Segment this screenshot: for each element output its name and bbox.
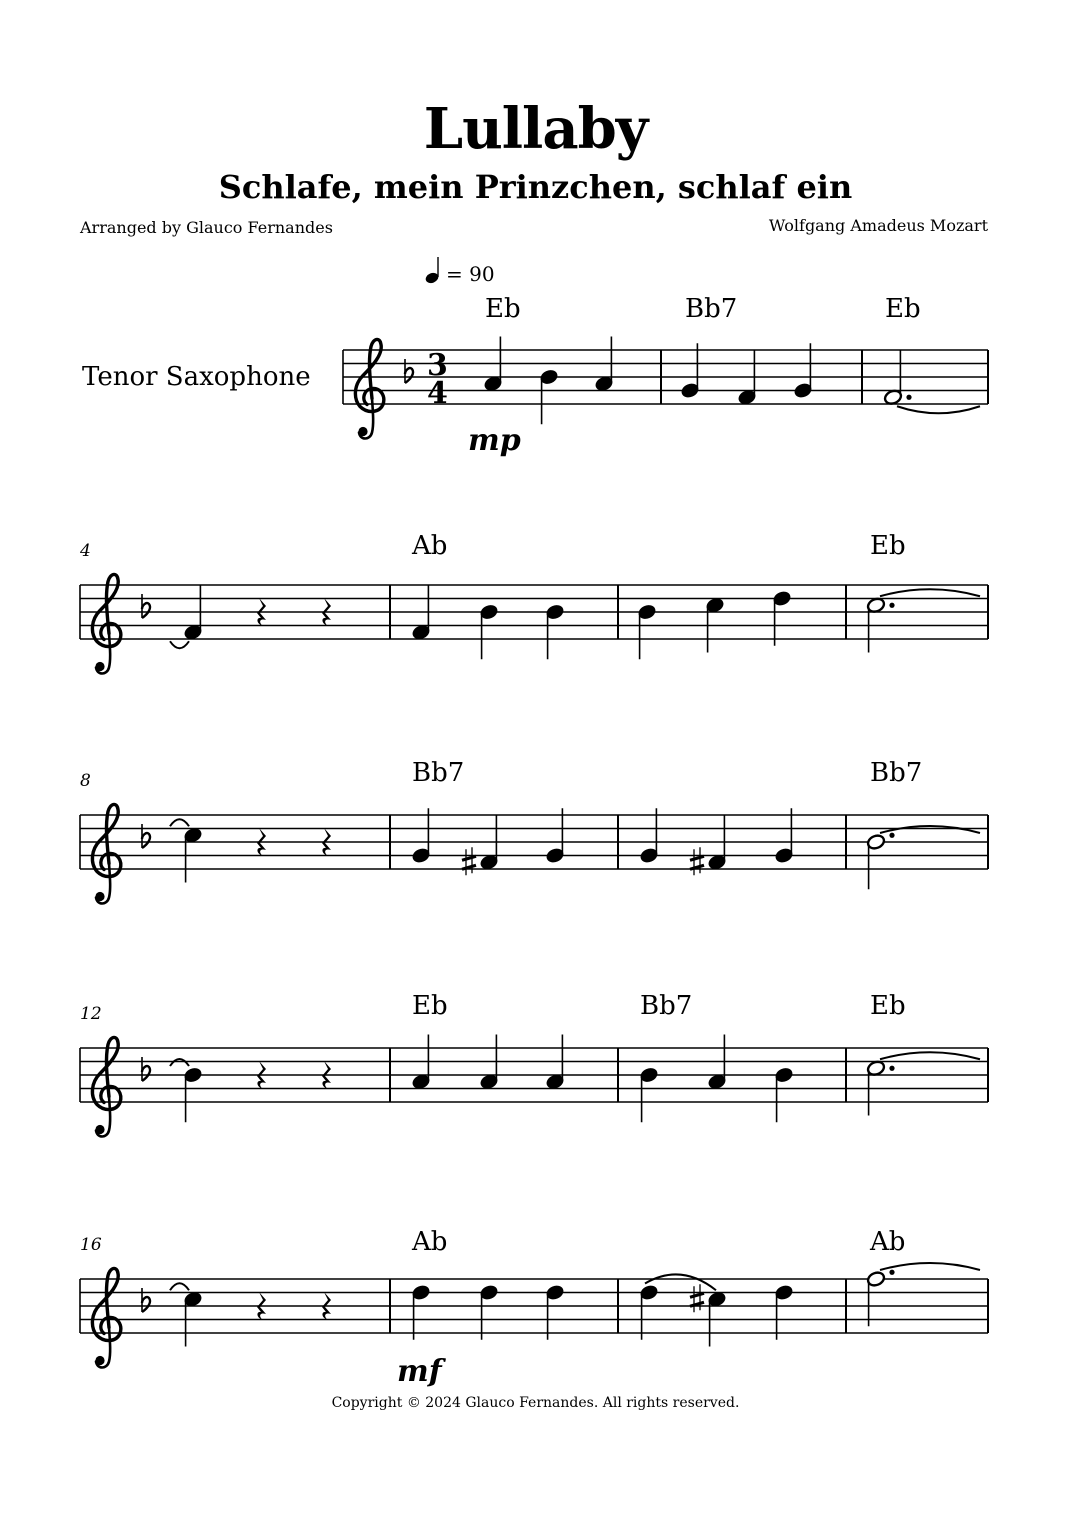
dot	[889, 1066, 894, 1071]
treble-clef-icon	[92, 804, 120, 903]
tie	[880, 1263, 980, 1270]
note	[866, 597, 894, 653]
note	[545, 1284, 565, 1340]
note	[774, 1284, 794, 1340]
chord-symbol: Ab	[412, 531, 448, 561]
chord-symbol: Bb7	[412, 758, 465, 788]
chord-symbol: Ab	[870, 1227, 906, 1257]
treble-clef-icon	[92, 574, 120, 673]
chord-symbol: Bb7	[640, 991, 693, 1021]
tie	[170, 1059, 189, 1066]
dot	[889, 833, 894, 838]
note	[539, 368, 559, 424]
chord-symbol: Eb	[870, 531, 906, 561]
tie	[170, 819, 189, 826]
note	[545, 603, 565, 659]
note	[707, 1035, 727, 1091]
dynamic-mp: mp	[468, 423, 521, 458]
note	[690, 1284, 727, 1346]
note	[774, 1066, 794, 1122]
note	[594, 337, 614, 393]
note	[680, 343, 700, 399]
note	[866, 833, 894, 890]
note	[883, 350, 911, 406]
note	[183, 827, 203, 883]
staff-system	[80, 758, 988, 904]
note	[479, 1284, 499, 1340]
chord-symbol: Eb	[885, 294, 921, 324]
note	[462, 815, 499, 875]
note	[690, 815, 727, 875]
note	[866, 1060, 894, 1116]
tempo-value: = 90	[446, 262, 495, 286]
key-signature-flat	[142, 1288, 150, 1312]
key-signature-flat	[142, 1057, 150, 1081]
staff-system	[80, 991, 988, 1137]
sharp-accidental	[690, 847, 704, 875]
note	[411, 1284, 431, 1340]
treble-clef-icon	[92, 1268, 120, 1367]
chord-symbol: Eb	[412, 991, 448, 1021]
dot	[889, 603, 894, 608]
staff-system	[80, 1227, 988, 1368]
measure-number: 8	[80, 771, 91, 791]
chord-symbol: Eb	[870, 991, 906, 1021]
measure-number: 4	[80, 541, 91, 561]
staff-system	[343, 294, 988, 439]
note	[793, 343, 813, 399]
note	[411, 1035, 431, 1091]
note	[545, 1035, 565, 1091]
key-signature-flat	[142, 824, 150, 848]
page-subtitle: Schlafe, mein Prinzchen, schlaf ein	[218, 168, 853, 206]
measure-number: 16	[80, 1235, 102, 1255]
note	[183, 1066, 203, 1122]
composer-credit: Wolfgang Amadeus Mozart	[768, 216, 988, 235]
note	[639, 1284, 659, 1340]
tie	[897, 406, 980, 413]
note	[705, 597, 725, 653]
chord-symbol: Eb	[485, 294, 521, 324]
tie	[170, 1283, 189, 1290]
note	[183, 585, 203, 641]
sharp-accidental	[462, 847, 476, 875]
page-title: Lullaby	[423, 96, 648, 162]
dynamic-mf: mf	[397, 1354, 442, 1389]
note	[866, 1270, 894, 1327]
dot	[906, 395, 911, 400]
tie	[880, 826, 980, 833]
note	[772, 590, 792, 646]
note	[737, 350, 757, 406]
note	[774, 808, 794, 864]
note	[411, 585, 431, 641]
note	[479, 1035, 499, 1091]
key-signature-flat	[405, 359, 413, 383]
tempo-marking	[424, 257, 494, 286]
tie	[880, 589, 980, 596]
time-signature-top: 3	[427, 348, 448, 383]
time-signature-bottom: 4	[427, 376, 448, 411]
staff-system	[79, 531, 988, 674]
arranger-credit: Arranged by Glauco Fernandes	[80, 218, 333, 237]
dot	[889, 1270, 894, 1275]
note	[545, 808, 565, 864]
note	[639, 808, 659, 864]
chord-symbol: Bb7	[685, 294, 738, 324]
key-signature-flat	[142, 594, 150, 618]
treble-clef-icon	[355, 339, 383, 438]
note	[483, 337, 503, 393]
treble-clef-icon	[92, 1037, 120, 1136]
chord-symbol: Bb7	[870, 758, 923, 788]
chord-symbol: Ab	[412, 1227, 448, 1257]
note	[639, 1066, 659, 1122]
note	[637, 603, 657, 659]
sharp-accidental	[690, 1284, 704, 1312]
measure-number: 12	[80, 1004, 102, 1024]
copyright-notice: Copyright © 2024 Glauco Fernandes. All rights reserved.	[331, 1395, 740, 1411]
instrument-name: Tenor Saxophone	[82, 362, 311, 392]
tie	[880, 1052, 980, 1059]
note	[411, 808, 431, 864]
tie	[170, 641, 189, 648]
note	[479, 603, 499, 659]
note	[183, 1291, 203, 1347]
